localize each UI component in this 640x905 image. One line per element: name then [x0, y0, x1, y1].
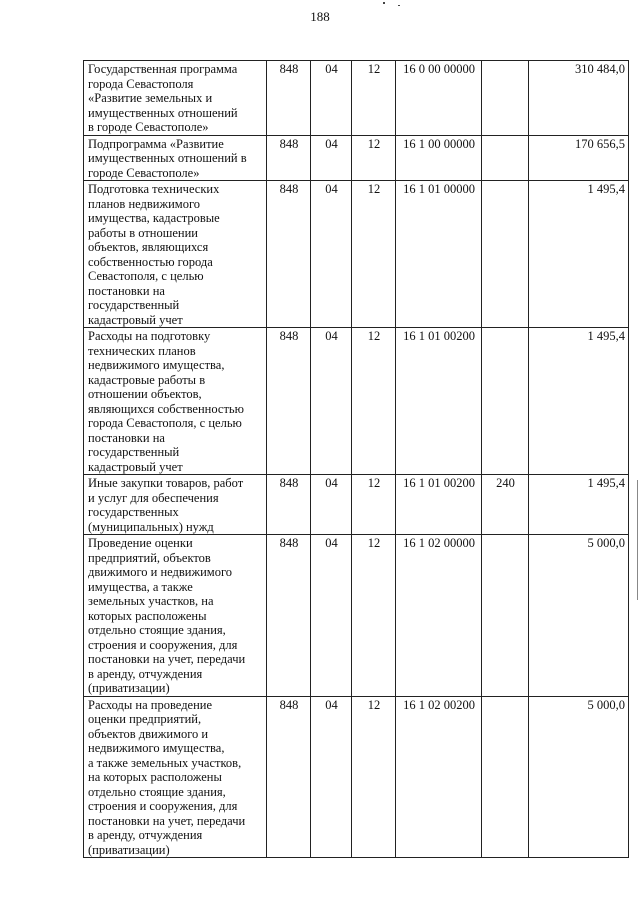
- row-target-article-code: 16 0 00 00000: [396, 61, 482, 136]
- row-name: Расходы на подготовку технических планов недвижимого имущества, кадастровые работы в отношении объектов, являющихся собственностью города Севастополя, с целью постановки на государственный кадастровый учет: [84, 328, 267, 475]
- row-sum: 170 656,5: [529, 135, 629, 181]
- row-name: Проведение оценки предприятий, объектов движимого и недвижимого имущества, а также земельных участков, на которых расположены отдельно стоящие здания, строения и сооружения, для постановки на учет, передачи в аренду, отчуждения (приватизации): [84, 535, 267, 697]
- row-expense-type-code: [482, 181, 529, 328]
- table-row: [84, 135, 629, 181]
- row-section-code: 04: [311, 328, 352, 475]
- row-target-article-code: 16 1 00 00000: [396, 135, 482, 181]
- row-subsection-code: 12: [352, 328, 396, 475]
- table-row: [84, 475, 629, 535]
- row-subsection-code: 12: [352, 696, 396, 858]
- page-number: 188: [310, 9, 330, 24]
- row-sum: 5 000,0: [529, 696, 629, 858]
- row-sum: 5 000,0: [529, 535, 629, 697]
- table-row: [84, 328, 629, 475]
- row-expense-type-code: [482, 61, 529, 136]
- budget-table: [83, 60, 629, 858]
- row-name: Подпрограмма «Развитие имущественных отношений в городе Севастополе»: [84, 135, 267, 181]
- row-sum: 310 484,0: [529, 61, 629, 136]
- row-subsection-code: 12: [352, 135, 396, 181]
- row-sum: 1 495,4: [529, 475, 629, 535]
- row-expense-type-code: [482, 135, 529, 181]
- row-target-article-code: 16 1 02 00200: [396, 696, 482, 858]
- row-grbs-code: 848: [267, 135, 311, 181]
- row-section-code: 04: [311, 696, 352, 858]
- row-section-code: 04: [311, 535, 352, 697]
- table-row: [84, 696, 629, 858]
- row-sum: 1 495,4: [529, 181, 629, 328]
- row-expense-type-code: 240: [482, 475, 529, 535]
- row-target-article-code: 16 1 01 00000: [396, 181, 482, 328]
- row-subsection-code: 12: [352, 181, 396, 328]
- row-expense-type-code: [482, 328, 529, 475]
- row-name: Подготовка технических планов недвижимого имущества, кадастровые работы в отношении объектов, являющихся собственностью города Севастополя, с целью постановки на государственный кадастровый учет: [84, 181, 267, 328]
- row-target-article-code: 16 1 01 00200: [396, 475, 482, 535]
- scan-edge: [637, 480, 638, 600]
- row-grbs-code: 848: [267, 181, 311, 328]
- row-grbs-code: 848: [267, 475, 311, 535]
- row-grbs-code: 848: [267, 696, 311, 858]
- row-target-article-code: 16 1 01 00200: [396, 328, 482, 475]
- scan-mark: [383, 2, 385, 4]
- row-grbs-code: 848: [267, 328, 311, 475]
- row-grbs-code: 848: [267, 535, 311, 697]
- row-sum: 1 495,4: [529, 328, 629, 475]
- row-subsection-code: 12: [352, 61, 396, 136]
- row-section-code: 04: [311, 61, 352, 136]
- scan-mark: [398, 5, 400, 6]
- row-expense-type-code: [482, 535, 529, 697]
- row-subsection-code: 12: [352, 535, 396, 697]
- row-target-article-code: 16 1 02 00000: [396, 535, 482, 697]
- row-grbs-code: 848: [267, 61, 311, 136]
- row-name: Иные закупки товаров, работ и услуг для обеспечения государственных (муниципальных) нужд: [84, 475, 267, 535]
- table-row: [84, 181, 629, 328]
- row-section-code: 04: [311, 475, 352, 535]
- row-expense-type-code: [482, 696, 529, 858]
- table-row: [84, 61, 629, 136]
- row-name: Расходы на проведение оценки предприятий, объектов движимого и недвижимого имущества, а также земельных участков, на которых расположены отдельно стоящие здания, строения и сооружения, для постановки на учет, передачи в аренду, отчуждения (приватизации): [84, 696, 267, 858]
- row-section-code: 04: [311, 181, 352, 328]
- table-row: [84, 535, 629, 697]
- row-section-code: 04: [311, 135, 352, 181]
- row-subsection-code: 12: [352, 475, 396, 535]
- row-name: Государственная программа города Севастополя «Развитие земельных и имущественных отношений в городе Севастополе»: [84, 61, 267, 136]
